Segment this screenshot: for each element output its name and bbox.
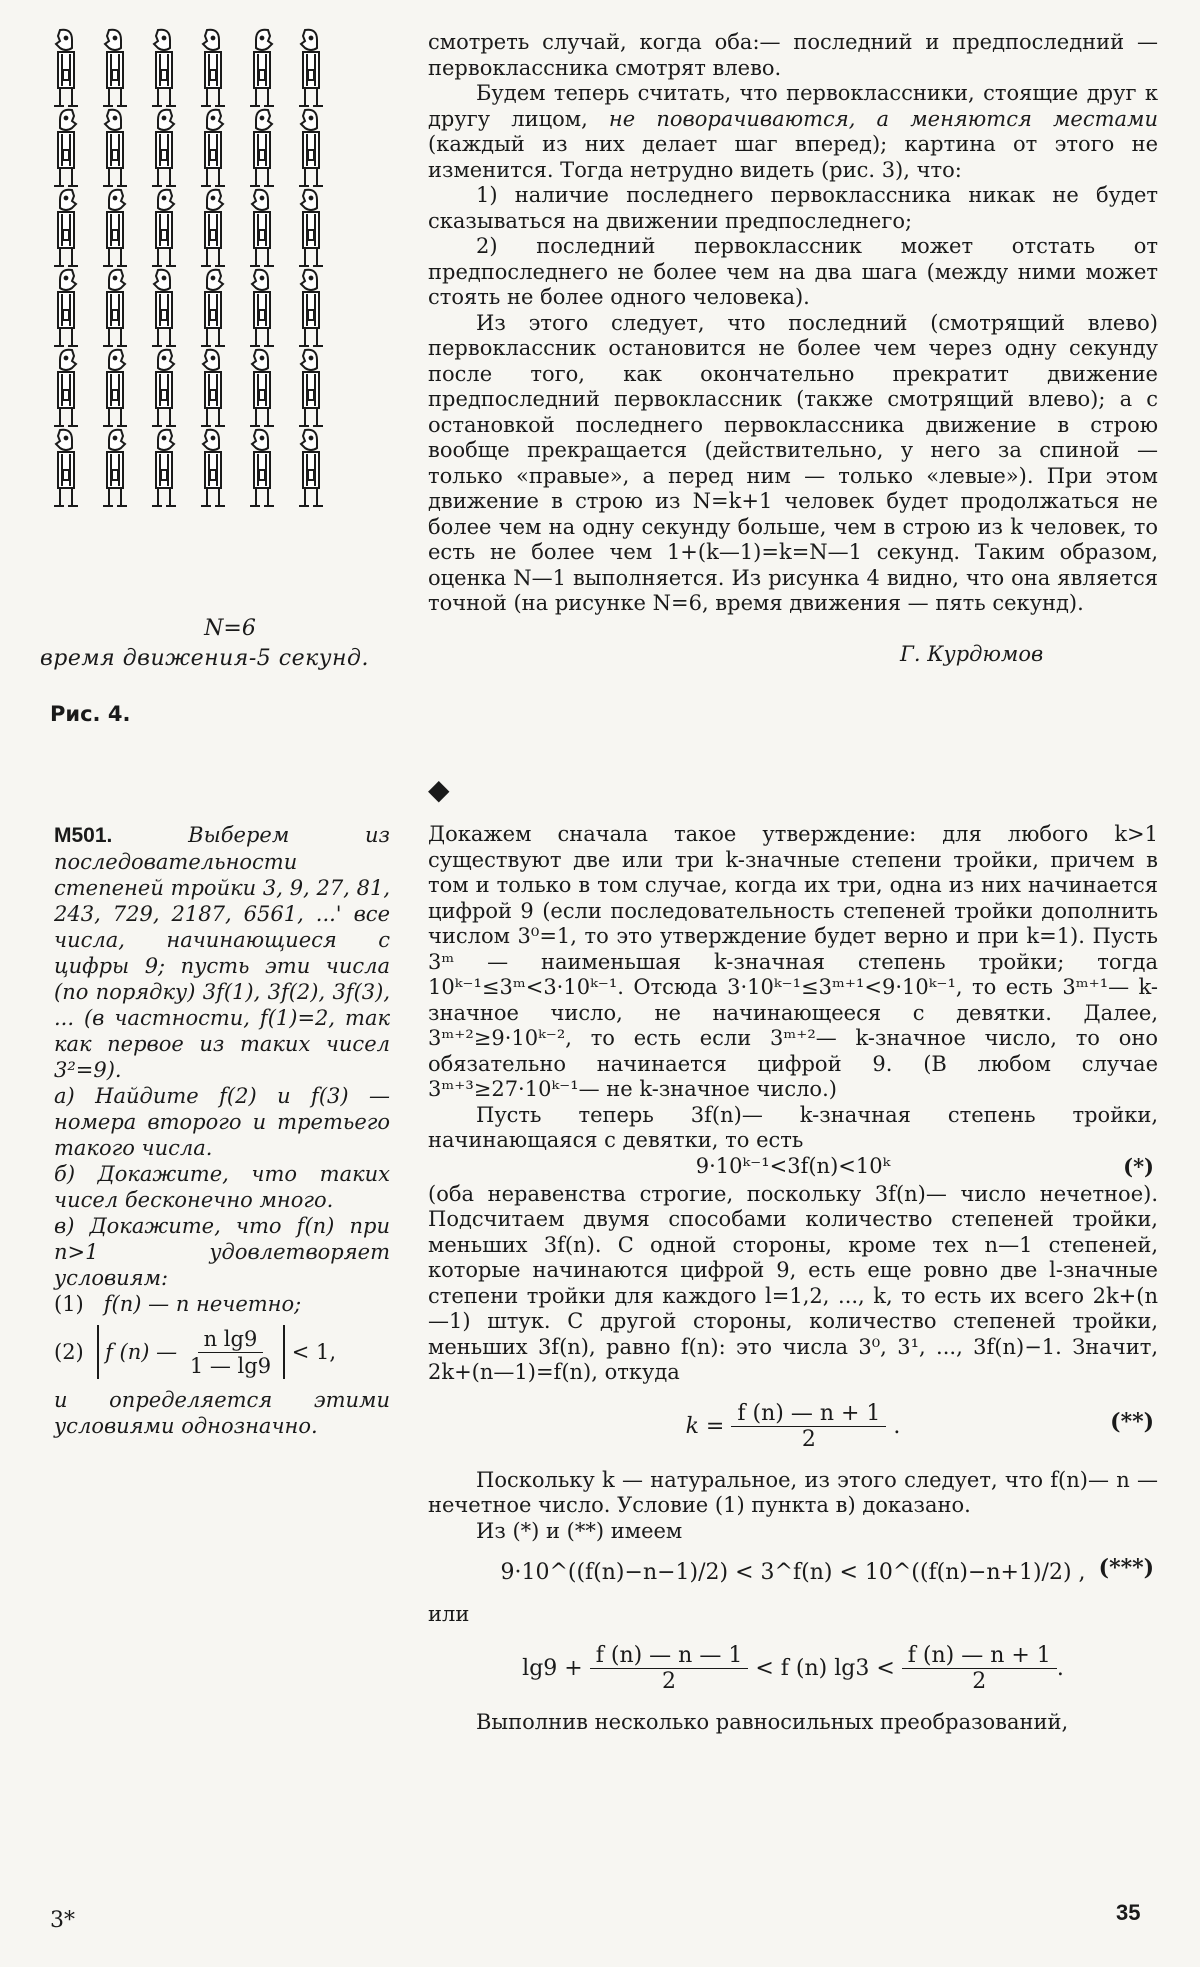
paragraph: 1) наличие последнего первоклассника никак не будет сказываться на движении предпоследнего; [428,183,1158,233]
first-grader-left-icon [191,26,235,112]
equation-triple-star: 9·10^((f(n)−n−1)/2) < 3^f(n) < 10^((f(n)−n+1)/2) , (***) [500,1555,1154,1586]
first-grader-right-icon [93,266,137,352]
paragraph: Выполнив несколько равносильных преобразований, [476,1709,1069,1734]
first-grader-left-icon [142,266,186,352]
first-grader-left-icon [191,426,235,512]
section-diamond-icon: ◆ [428,773,450,806]
paragraph: (оба неравенства строгие, поскольку 3f(n)— число нечетное). Подсчитаем двумя способами количество степеней тройки, меньших 3f(n). С одной стороны, кроме тех n—1 степеней, которые начинаются цифрой 9, есть еще ровно две l-значные степени тройки для каждого l=1,2, ..., k, то есть их всего 2k+(n—1) штук. С другой стороны, количество степеней тройки, меньших 3f(n), равно f(n): это числа 3⁰, 3¹, ..., 3f(n)−1. Значит, 2k+(n—1)=f(n), откуда [428,1181,1158,1384]
condition-2: (2) f (n) — $\frac{\text{n lg9}}{1 — \lg 9}$ < 1, [54,1326,337,1378]
first-grader-right-icon [44,106,88,192]
figure-first-graders [40,26,420,671]
first-grader-left-icon [289,106,333,192]
first-grader-right-icon [93,186,137,272]
paragraph: Докажем сначала такое утверждение: для любого k>1 существуют две или три k-значные степени тройки, причем в том и только в том случае, когда их три, одна из них начинается цифрой 9 (если последовательность степеней тройки дополнить числом 3⁰=1, то это утверждение будет верно и при k=1). Пусть 3ᵐ — наименьшая k-значная степень тройки; тогда 10ᵏ⁻¹≤3ᵐ<3·10ᵏ⁻¹. Отсюда 3·10ᵏ⁻¹≤3ᵐ⁺¹<9·10ᵏ⁻¹, то есть 3ᵐ⁺¹— k-значное число, не начинающееся с девятки. Далее, 3ᵐ⁺²≥9·10ᵏ⁻², то есть если 3ᵐ⁺²— k-значное число, то оно обязательно начинается цифрой 9. (В любом случае 3ᵐ⁺³≥27·10ᵏ⁻¹— не k-значное число.) [428,822,1158,1101]
figure-caption: Рис. 4. [50,702,131,726]
first-grader-right-icon [93,426,137,512]
problem-part-a: а) Найдите f(2) и f(3) — номера второго и третьего такого числа. [54,1084,390,1160]
first-grader-left-icon [240,346,284,432]
first-grader-right-icon [142,106,186,192]
paragraph: или [428,1602,470,1626]
equation-double-star: k = $\frac{f (n) — n + 1}{2}$ . (**) [685,1400,1154,1452]
first-grader-right-icon [142,186,186,272]
problem-intro: М501. Выберем из последовательности степеней тройки 3, 9, 27, 81, 243, 729, 2187, 6561, ...' все числа, начинающиеся с цифры 9; пусть эти числа (по порядку) 3f(1), 3f(2), 3f(3), ... (в частности, f(1)=2, так как первое из таких чисел 3²=9). [54,823,390,1082]
first-grader-left-icon [289,426,333,512]
first-grader-left-icon [142,26,186,112]
equation-star: 9·10ᵏ⁻¹<3f(n)<10ᵏ (*) [695,1153,1154,1179]
paragraph: Пусть теперь 3f(n)— k-значная степень тройки, начинающаяся с девятки, то есть [428,1102,1158,1152]
first-grader-right-icon [44,266,88,352]
paragraph: 2) последний первоклассник может отстать от предпоследнего не более чем на два шага (между ними может стоять не более одного человека). [428,234,1158,309]
first-grader-right-icon [44,346,88,432]
first-grader-left-icon [289,26,333,112]
first-grader-left-icon [191,346,235,432]
solution-previous-text [428,30,1158,617]
first-grader-left-icon [44,26,88,112]
first-grader-right-icon [191,106,235,192]
first-grader-right-icon [191,186,235,272]
first-grader-right-icon [240,106,284,192]
first-grader-left-icon [93,26,137,112]
figure-time-label: время движения-5 секунд. [40,646,369,671]
first-grader-left-icon [93,106,137,192]
first-grader-right-icon [191,266,235,352]
page-number: 35 [1116,1900,1141,1925]
first-grader-left-icon [44,426,88,512]
first-grader-left-icon [289,266,333,352]
problem-part-c: в) Докажите, что f(n) при n>1 удовлетворяет условиям: [54,1214,390,1290]
paragraph: Из этого следует, что последний (смотрящий влево) первоклассник остановится не более чем через одну секунду после того, как окончательно прекратит движение предпоследний первоклассник (также смотрящий влево); а с остановкой последнего первоклассника движение в строю вообще прекращается (действительно, у него за спиной — только «правые», а перед ним — только «левые»). При этом движение в строю из N=k+1 человек будет продолжаться не более чем на одну секунду больше, чем в строю из k человек, то есть не более чем 1+(k—1)=k=N—1 секунд. Таким образом, оценка N—1 выполняется. Из рисунка 4 видно, что она является точной (на рисунке N=6, время движения — пять секунд). [428,310,1158,615]
first-grader-right-icon [240,26,284,112]
first-grader-left-icon [289,186,333,272]
problem-part-b: б) Докажите, что таких чисел бесконечно много. [54,1162,390,1212]
page-signature: 3* [50,1908,75,1933]
problem-outro: и определяется этими условиями однозначно. [54,1388,390,1438]
first-grader-left-icon [240,426,284,512]
author-signature: Г. Курдюмов [900,642,1044,666]
problem-statement [54,822,390,1439]
problem-id: М501. [54,824,113,847]
paragraph: смотреть случай, когда оба:— последний и предпоследний — первоклассника смотрят влево. [428,30,1158,80]
paragraph: Будем теперь считать, что первоклассники, стоящие друг к другу лицом, не поворачиваются, а меняются местами (каждый из них делает шаг вперед); картина от этого не изменится. Тогда нетрудно видеть (рис. 3), что: [428,81,1158,182]
solution-text [428,822,1158,1735]
first-grader-left-icon [240,186,284,272]
first-grader-right-icon [44,186,88,272]
first-grader-right-icon [142,426,186,512]
first-grader-right-icon [142,346,186,432]
paragraph: Поскольку k — натуральное, из этого следует, что f(n)— n — нечетное число. Условие (1) пункта в) доказано. [428,1467,1158,1517]
figure-n-label: N=6 [204,616,256,641]
first-grader-right-icon [93,346,137,432]
first-grader-left-icon [240,266,284,352]
first-grader-left-icon [289,346,333,432]
paragraph: Из (*) и (**) имеем [476,1518,683,1543]
condition-1: (1) f(n) — n нечетно; [54,1292,302,1316]
equation-log: lg9 + $\frac{f (n) — n — 1}{2}$ < f (n) lg3 < $\frac{f (n) — n + 1}{2}$ . [522,1642,1064,1694]
